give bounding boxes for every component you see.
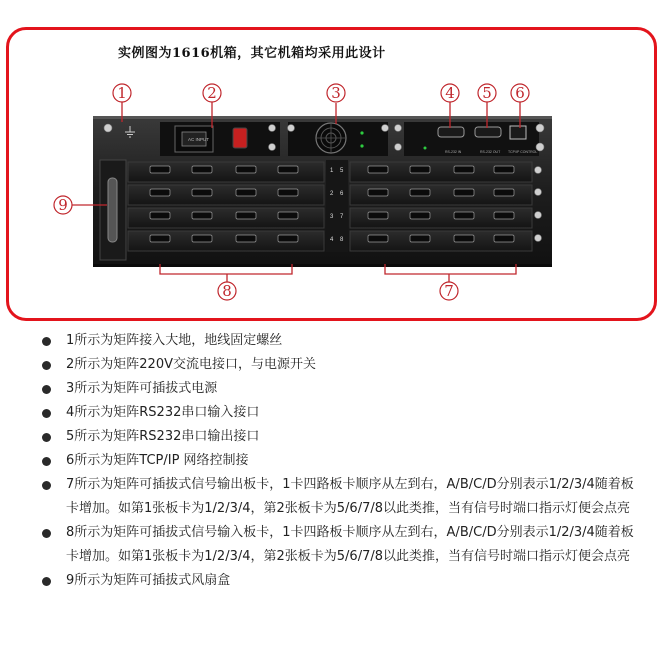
port-label-rs232-in: RS-232 IN	[445, 150, 462, 154]
hdmi-port	[368, 166, 388, 173]
slot-number: 3	[330, 214, 334, 220]
hdmi-port	[150, 166, 170, 173]
callout-label-9: 9	[58, 196, 68, 214]
hdmi-port	[278, 212, 298, 219]
callout-label-4: 4	[445, 84, 455, 102]
hdmi-port	[278, 189, 298, 196]
callout-label-2: 2	[207, 84, 217, 102]
hdmi-port	[278, 235, 298, 242]
port-label-tcpip: TCP/IP CONTROL	[508, 150, 538, 154]
callout-label-8: 8	[222, 282, 232, 300]
hdmi-port	[410, 166, 430, 173]
list-item: 7所示为矩阵可插拔式信号输出板卡，1卡四路板卡顺序从左到右，A/B/C/D分别表示1/2/3/4随着板卡增加。如第1张板卡为1/2/3/4，第2张板卡为5/6/7/8以此类推，当有信号时端口指示灯便会点亮	[40, 473, 640, 521]
rs232-in-port	[438, 127, 464, 137]
slot-number: 1	[330, 168, 334, 174]
callout-label-6: 6	[515, 84, 525, 102]
hdmi-port	[454, 189, 474, 196]
hdmi-port	[410, 212, 430, 219]
hdmi-port	[368, 189, 388, 196]
list-item: 5所示为矩阵RS232串口输出接口	[40, 425, 640, 449]
slot-number: 2	[330, 191, 334, 197]
hdmi-port	[236, 166, 256, 173]
hdmi-port	[454, 212, 474, 219]
callout-label-5: 5	[482, 84, 492, 102]
list-item: 4所示为矩阵RS232串口输入接口	[40, 401, 640, 425]
hdmi-port	[278, 166, 298, 173]
hdmi-port	[192, 166, 212, 173]
hdmi-port	[236, 212, 256, 219]
hdmi-port	[368, 235, 388, 242]
hdmi-port	[410, 189, 430, 196]
slot-number: 6	[340, 191, 344, 197]
hdmi-port	[236, 235, 256, 242]
list-item: 8所示为矩阵可插拔式信号输入板卡，1卡四路板卡顺序从左到右，A/B/C/D分别表示1/2/3/4随着板卡增加。如第1张板卡为1/2/3/4，第2张板卡为5/6/7/8以此类推，当有信号时端口指示灯便会点亮	[40, 521, 640, 569]
chassis-rear-panel-figure	[0, 0, 666, 330]
power-text-1: AC INPUT	[188, 137, 210, 142]
callout-label-1: 1	[117, 84, 127, 102]
port-label-rs232-out: RS-232 OUT	[480, 150, 501, 154]
hdmi-port	[192, 189, 212, 196]
hdmi-port	[494, 212, 514, 219]
list-item: 2所示为矩阵220V交流电接口，与电源开关	[40, 353, 640, 377]
callout-label-3: 3	[331, 84, 341, 102]
list-item: 3所示为矩阵可插拔式电源	[40, 377, 640, 401]
hdmi-port	[192, 212, 212, 219]
hdmi-port	[150, 212, 170, 219]
tcpip-port	[510, 126, 526, 139]
hdmi-port	[494, 189, 514, 196]
hdmi-port	[454, 166, 474, 173]
hdmi-port	[454, 235, 474, 242]
screw	[104, 124, 112, 132]
figure-caption: 实例图为1616机箱，其它机箱均采用此设计	[118, 46, 386, 61]
hdmi-port	[150, 235, 170, 242]
slot-number: 8	[340, 237, 344, 243]
hdmi-port	[494, 166, 514, 173]
hdmi-port	[494, 235, 514, 242]
hdmi-port	[236, 189, 256, 196]
callout-label-7: 7	[444, 282, 454, 300]
list-item: 9所示为矩阵可插拔式风扇盒	[40, 569, 640, 593]
slot-number: 7	[340, 214, 344, 220]
hdmi-port	[192, 235, 212, 242]
hdmi-port	[150, 189, 170, 196]
rs232-out-port	[475, 127, 501, 137]
list-item: 1所示为矩阵接入大地，地线固定螺丝	[40, 329, 640, 353]
power-switch	[233, 128, 247, 148]
hdmi-port	[410, 235, 430, 242]
slot-number: 5	[340, 168, 344, 174]
slot-number: 4	[330, 237, 334, 243]
hdmi-port	[368, 212, 388, 219]
list-item: 6所示为矩阵TCP/IP 网络控制接	[40, 449, 640, 473]
description-list	[40, 329, 640, 593]
